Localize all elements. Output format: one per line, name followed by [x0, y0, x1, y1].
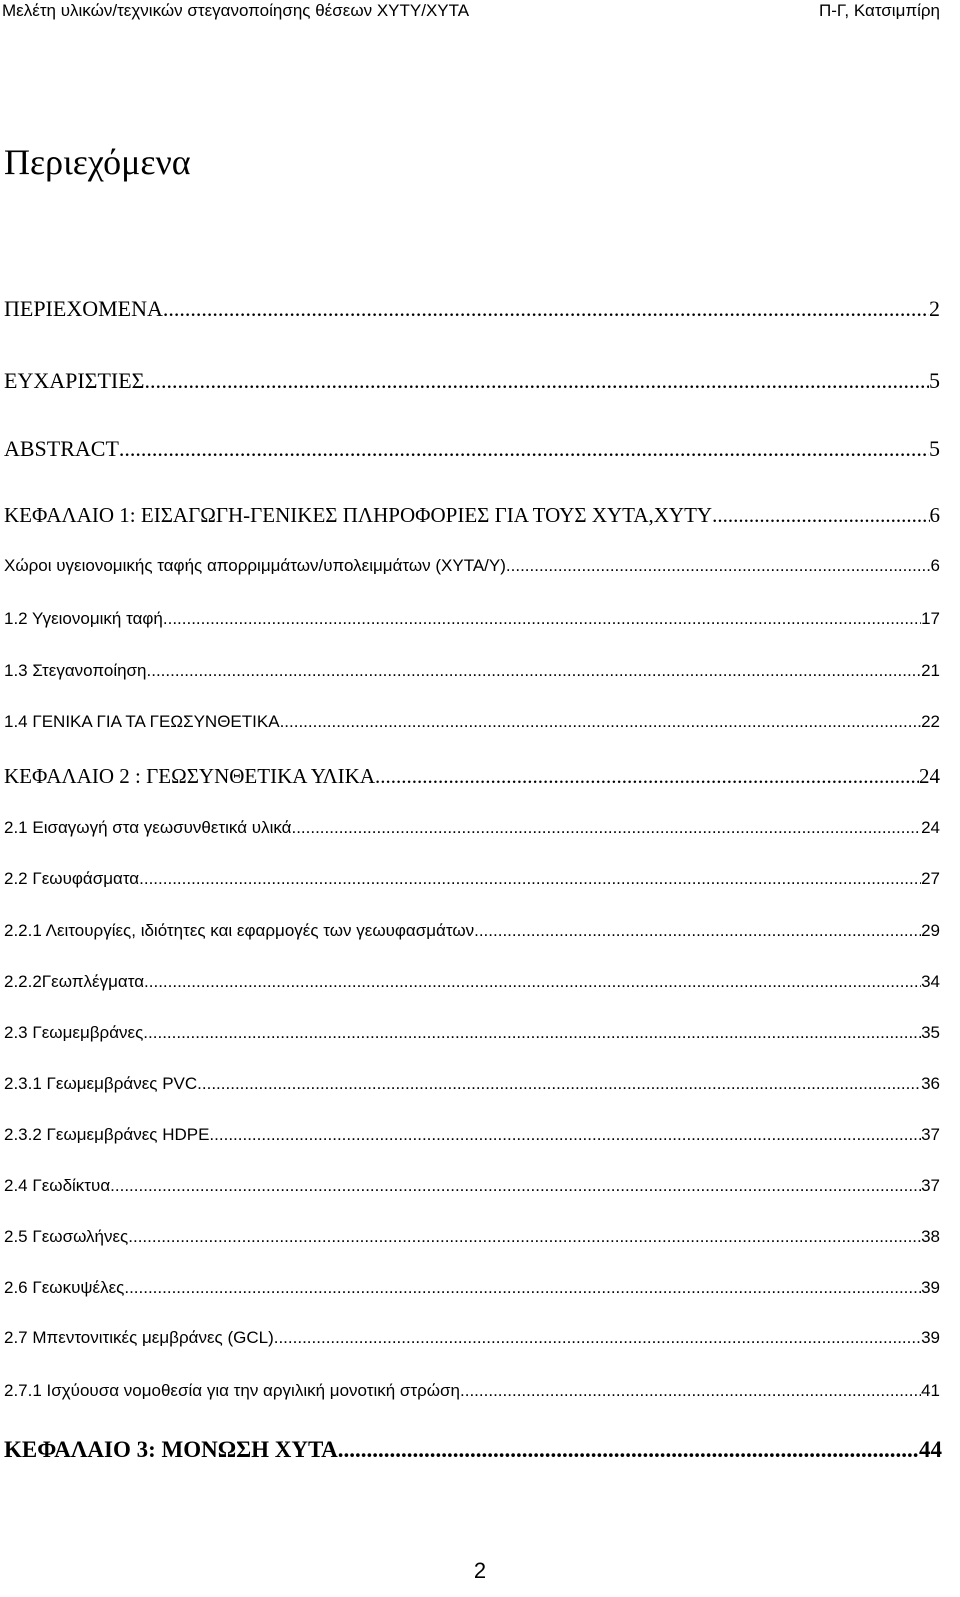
toc-entry-label: ΚΕΦΑΛΑΙΟ 1: ΕΙΣΑΓΩΓΗ-ΓΕΝΙΚΕΣ ΠΛΗΡΟΦΟΡΙΕΣ ΓΙΑ ΤΟΥΣ ΧΥΤΑ,ΧΥΤΥ [4, 503, 713, 527]
toc-leader-dots [474, 921, 921, 941]
toc-entry-label: ΕΥΧΑΡΙΣΤΙΕΣ [4, 368, 145, 393]
toc-entry-label: 2.3 Γεωμεμβράνες [4, 1023, 144, 1042]
toc-entry-page: 17 [921, 609, 940, 628]
toc-entry-page: 22 [921, 712, 940, 731]
toc-entry[interactable] [4, 661, 940, 681]
toc-entry-label: 2.7 Μπεντονιτικές μεμβράνες (GCL) [4, 1328, 274, 1347]
toc-leader-dots [197, 1074, 921, 1094]
toc-entry[interactable] [4, 921, 940, 941]
toc-entry[interactable] [4, 1023, 940, 1043]
toc-entry[interactable] [4, 764, 940, 789]
toc-leader-dots [506, 556, 931, 576]
toc-entry-label: 1.2 Υγειονομική ταφή [4, 609, 163, 628]
toc-entry-page: 21 [921, 661, 940, 680]
toc-entry-page: 5 [929, 436, 940, 461]
toc-entry-label: 2.2.2Γεωπλέγματα [4, 972, 145, 991]
toc-entry[interactable] [4, 1328, 940, 1348]
toc-leader-dots [209, 1125, 921, 1145]
toc-entry-page: 39 [921, 1328, 940, 1347]
toc-entry-label: 2.2.1 Λειτουργίες, ιδιότητες και εφαρμογές των γεωυφασμάτων [4, 921, 475, 940]
toc-entry[interactable] [4, 296, 940, 322]
toc-leader-dots [163, 296, 929, 322]
toc-entry[interactable] [4, 503, 940, 528]
toc-entry[interactable] [4, 712, 940, 732]
toc-entry[interactable] [4, 609, 940, 629]
toc-leader-dots [280, 712, 922, 732]
toc-leader-dots [139, 869, 921, 889]
toc-entry[interactable] [4, 436, 940, 462]
toc-entry-page: 41 [921, 1381, 940, 1400]
header-document-title: Μελέτη υλικών/τεχνικών στεγανοποίησης θέσεων ΧΥΤΥ/ΧΥΤΑ [2, 1, 470, 20]
toc-leader-dots [119, 436, 929, 462]
toc-entry[interactable] [4, 1381, 940, 1401]
toc-entry-label: 2.3.1 Γεωμεμβράνες PVC [4, 1074, 198, 1093]
toc-leader-dots [375, 764, 919, 789]
toc-entry-label: Χώροι υγειονομικής ταφής απορριμμάτων/υπολειμμάτων (ΧΥΤΑ/Υ) [4, 556, 506, 575]
page-number: 2 [473, 1558, 487, 1583]
toc-entry[interactable] [4, 818, 940, 838]
toc-entry[interactable] [4, 972, 940, 992]
running-header [0, 0, 960, 24]
toc-entry[interactable] [4, 556, 940, 576]
toc-entry-page: 37 [921, 1125, 940, 1144]
toc-entry[interactable] [4, 1074, 940, 1094]
toc-entry-label: ΚΕΦΑΛΑΙΟ 2 : ΓΕΩΣΥΝΘΕΤΙΚΑ ΥΛΙΚΑ [4, 764, 375, 788]
toc-entry-label: 2.2 Γεωυφάσματα [4, 869, 140, 888]
toc-entry-page: 24 [919, 764, 940, 788]
toc-entry-page: 6 [930, 556, 940, 575]
toc-entry-page: 6 [929, 503, 940, 527]
toc-entry-page: 34 [921, 972, 940, 991]
toc-entry[interactable] [4, 869, 940, 889]
toc-leader-dots [147, 661, 922, 681]
toc-entry-label: 2.7.1 Ισχύουσα νομοθεσία για την αργιλική μονοτική στρώση [4, 1381, 461, 1400]
toc-entry-label: 1.4 ΓΕΝΙΚΑ ΓΙΑ ΤΑ ΓΕΩΣΥΝΘΕΤΙΚΑ [4, 712, 280, 731]
toc-entry-label: ABSTRACT [4, 436, 119, 461]
toc-leader-dots [274, 1328, 921, 1348]
toc-entry-page: 5 [929, 368, 940, 393]
toc-leader-dots [143, 1023, 921, 1043]
toc-entry-page: 36 [921, 1074, 940, 1093]
toc-entry-label: 2.3.2 Γεωμεμβράνες HDPE [4, 1125, 210, 1144]
toc-leader-dots [338, 1437, 919, 1463]
toc-entry[interactable] [4, 1227, 940, 1247]
toc-leader-dots [144, 972, 921, 992]
toc-entry-page: 29 [921, 921, 940, 940]
toc-entry-page: 2 [929, 296, 940, 321]
toc-leader-dots [163, 609, 921, 629]
toc-leader-dots [460, 1381, 921, 1401]
toc-leader-dots [712, 503, 929, 528]
toc-entry-label: 2.1 Εισαγωγή στα γεωσυνθετικά υλικά [4, 818, 292, 837]
toc-entry[interactable] [4, 1125, 940, 1145]
toc-entry-label: 1.3 Στεγανοποίηση [4, 661, 147, 680]
toc-entry-page: 27 [921, 869, 940, 888]
toc-entry-label: 2.5 Γεωσωλήνες [4, 1227, 129, 1246]
toc-leader-dots [144, 368, 929, 394]
toc-entry-page: 44 [919, 1437, 942, 1462]
toc-entry-label: ΚΕΦΑΛΑΙΟ 3: ΜΟΝΩΣΗ ΧΥΤΑ [4, 1437, 338, 1462]
toc-entry-page: 37 [921, 1176, 940, 1195]
toc-heading: Περιεχόμενα [4, 142, 191, 182]
toc-entry-page: 35 [921, 1023, 940, 1042]
toc-leader-dots [291, 818, 921, 838]
toc-entry[interactable] [4, 1278, 940, 1298]
header-author: Π-Γ, Κατσιμπίρη [818, 1, 940, 20]
toc-entry-page: 39 [921, 1278, 940, 1297]
toc-entry-label: 2.6 Γεωκυψέλες [4, 1278, 125, 1297]
toc-entry[interactable] [4, 1437, 942, 1463]
toc-entry-page: 24 [921, 818, 940, 837]
toc-entry-label: 2.4 Γεωδίκτυα [4, 1176, 111, 1195]
toc-leader-dots [124, 1278, 921, 1298]
toc-leader-dots [110, 1176, 921, 1196]
toc-entry[interactable] [4, 1176, 940, 1196]
toc-entry-page: 38 [921, 1227, 940, 1246]
toc-leader-dots [128, 1227, 921, 1247]
toc-entry-label: ΠΕΡΙΕΧΟΜΕΝΑ [4, 296, 163, 321]
toc-entry[interactable] [4, 368, 940, 394]
